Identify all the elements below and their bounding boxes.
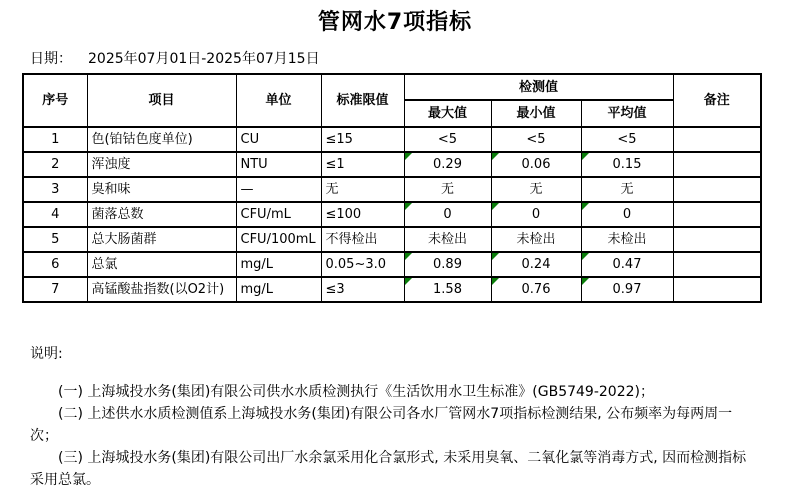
cell-avg: 无 — [581, 177, 673, 202]
cell-unit: mg/L — [236, 252, 321, 277]
cell-min: 未检出 — [491, 227, 581, 252]
col-header-detection-group: 检测值 — [404, 74, 673, 100]
col-header-unit: 单位 — [236, 74, 321, 127]
table-row — [23, 152, 761, 177]
cell-seq: 2 — [23, 152, 87, 177]
cell-item: 菌落总数 — [87, 202, 236, 227]
table-row — [23, 277, 761, 302]
cell-max: <5 — [404, 127, 491, 152]
date-value: 2025年07月01日-2025年07月15日 — [88, 51, 320, 67]
cell-unit: NTU — [236, 152, 321, 177]
cell-seq: 1 — [23, 127, 87, 152]
cell-min: 0.06 — [491, 152, 581, 177]
cell-remark — [673, 152, 761, 177]
date-line — [30, 50, 790, 68]
cell-seq: 3 — [23, 177, 87, 202]
cell-limit: ≤1 — [321, 152, 404, 177]
cell-avg: 0.15 — [581, 152, 673, 177]
cell-min: <5 — [491, 127, 581, 152]
cell-unit: CFU/mL — [236, 202, 321, 227]
cell-seq: 5 — [23, 227, 87, 252]
cell-avg: <5 — [581, 127, 673, 152]
cell-avg: 0.97 — [581, 277, 673, 302]
cell-remark — [673, 277, 761, 302]
col-header-item: 项目 — [87, 74, 236, 127]
cell-avg: 未检出 — [581, 227, 673, 252]
notes-heading: 说明: — [30, 346, 63, 362]
cell-max: 0.29 — [404, 152, 491, 177]
note-item-3: (三) 上海城投水务(集团)有限公司出厂水余氯采用化合氯形式, 未采用臭氧、二氧化氯等消毒方式, 因而检测指标采用总氯。 — [30, 450, 747, 488]
cell-limit: ≤3 — [321, 277, 404, 302]
cell-limit: ≤15 — [321, 127, 404, 152]
cell-seq: 6 — [23, 252, 87, 277]
cell-item: 色(铂钴色度单位) — [87, 127, 236, 152]
cell-unit: mg/L — [236, 277, 321, 302]
cell-limit: ≤100 — [321, 202, 404, 227]
cell-unit: CU — [236, 127, 321, 152]
header-row-1 — [23, 74, 761, 100]
note-item-2: (二) 上述供水水质检测值系上海城投水务(集团)有限公司各水厂管网水7项指标检测结果, 公布频率为每两周一次； — [30, 406, 733, 444]
cell-max: 无 — [404, 177, 491, 202]
cell-max: 未检出 — [404, 227, 491, 252]
cell-remark — [673, 252, 761, 277]
cell-item: 总大肠菌群 — [87, 227, 236, 252]
document-page — [0, 8, 790, 500]
cell-max: 0.89 — [404, 252, 491, 277]
cell-unit: CFU/100mL — [236, 227, 321, 252]
cell-limit: 不得检出 — [321, 227, 404, 252]
cell-item: 浑浊度 — [87, 152, 236, 177]
cell-avg: 0.47 — [581, 252, 673, 277]
col-header-min: 最小值 — [491, 100, 581, 127]
cell-min: 0.24 — [491, 252, 581, 277]
table-row — [23, 202, 761, 227]
col-header-limit: 标准限值 — [321, 74, 404, 127]
date-label: 日期： — [30, 51, 72, 67]
cell-seq: 4 — [23, 202, 87, 227]
cell-avg: 0 — [581, 202, 673, 227]
col-header-avg: 平均值 — [581, 100, 673, 127]
cell-remark — [673, 202, 761, 227]
table-row — [23, 252, 761, 277]
cell-remark — [673, 227, 761, 252]
col-header-remark: 备注 — [673, 74, 761, 127]
notes-section — [30, 343, 760, 491]
cell-min: 0 — [491, 202, 581, 227]
cell-item: 高锰酸盐指数(以O2计) — [87, 277, 236, 302]
cell-remark — [673, 177, 761, 202]
table-row — [23, 227, 761, 252]
cell-item: 总氯 — [87, 252, 236, 277]
cell-remark — [673, 127, 761, 152]
note-item-1: (一) 上海城投水务(集团)有限公司供水水质检测执行《生活饮用水卫生标准》(GB5749-2022)； — [58, 384, 654, 400]
col-header-max: 最大值 — [404, 100, 491, 127]
table-row — [23, 127, 761, 152]
table-row — [23, 177, 761, 202]
cell-limit: 无 — [321, 177, 404, 202]
page-title: 管网水7项指标 — [317, 10, 473, 35]
cell-limit: 0.05~3.0 — [321, 252, 404, 277]
cell-unit: — — [236, 177, 321, 202]
cell-max: 0 — [404, 202, 491, 227]
cell-seq: 7 — [23, 277, 87, 302]
col-header-seq: 序号 — [23, 74, 87, 127]
cell-min: 无 — [491, 177, 581, 202]
cell-item: 臭和味 — [87, 177, 236, 202]
cell-max: 1.58 — [404, 277, 491, 302]
indicators-table — [22, 73, 762, 303]
cell-min: 0.76 — [491, 277, 581, 302]
